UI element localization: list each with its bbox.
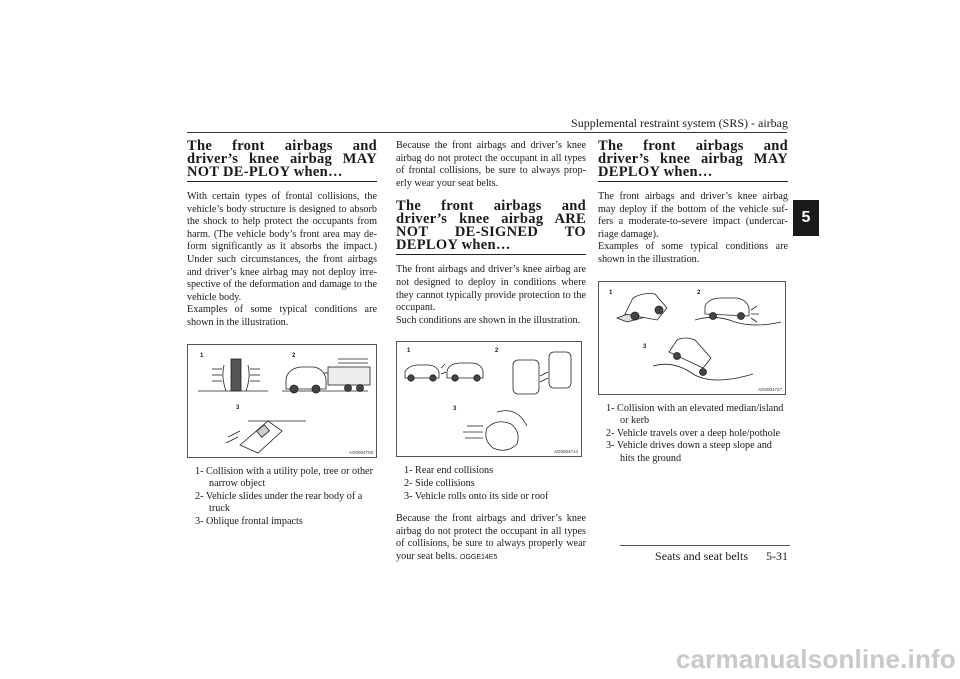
caption-item: 3- Vehicle rolls onto its side or roof <box>404 490 549 502</box>
figure-label-1: 1 <box>200 352 204 359</box>
running-header: Supplemental restraint system (SRS) - airbag <box>571 116 788 130</box>
caption-list <box>195 466 377 529</box>
paragraph-examples: Examples of some typical conditions are shown in the illustration. <box>598 241 788 265</box>
illustration-not-designed <box>396 341 582 457</box>
paragraph-structure: With certain types of frontal collisions, the vehicle’s body structure is designed to absorb the shock to help protect the occupants from harm. (The vehicle body’s front area may de-form significantly as it absorbs the impact.) Under such circumstances, the front airbags and driver’s knee airbag may not deploy irre-spective of the deformation and damage to the vehicle body. <box>187 191 377 303</box>
paragraph-illustration: Such conditions are shown in the illustration. <box>396 314 581 326</box>
footer-rule <box>620 545 790 546</box>
heading-may-deploy: The front airbags and driver’s knee airbag MAY DEPLOY when… <box>598 138 788 180</box>
paragraph-seatbelt-intro: Because the front airbags and driver’s knee airbag do not protect the occupant in all types of frontal collisions, be sure to always prop-erly wear your seat belts. <box>396 140 586 189</box>
chapter-tab[interactable]: 5 <box>793 200 819 236</box>
caption-list <box>404 465 586 503</box>
caption-item: 2- Side collisions <box>404 477 475 489</box>
column-may-not-deploy <box>187 140 377 529</box>
illustration-may-deploy-drawing <box>599 282 785 394</box>
figure-label-3: 3 <box>643 343 647 350</box>
document-code: OGGE14E5 <box>460 554 498 561</box>
figure-code: AG0004727 <box>757 386 782 392</box>
illustration-may-not-deploy <box>187 344 377 458</box>
figure-label-3: 3 <box>453 406 457 413</box>
figure-label-3: 3 <box>236 404 240 411</box>
heading-not-designed: The front airbags and driver’s knee airbag ARE NOT DE-SIGNED TO DEPLOY when… <box>396 198 586 254</box>
figure-code: AG0004703 <box>348 449 373 455</box>
column-may-deploy <box>598 140 788 466</box>
illustration-may-deploy <box>598 281 786 395</box>
caption-item: 3- Oblique frontal impacts <box>195 515 303 527</box>
caption-item: 3- Vehicle drives down a steep slope and hits the ground <box>606 440 772 464</box>
footer-page-info <box>655 549 788 564</box>
caption-list <box>606 403 788 466</box>
figure-label-1: 1 <box>407 348 411 355</box>
header-rule <box>187 132 787 133</box>
figure-label-2: 2 <box>697 289 701 296</box>
heading-may-not-deploy: The front airbags and driver’s knee airbag MAY NOT DE-PLOY when… <box>187 138 377 180</box>
caption-item: 2- Vehicle travels over a deep hole/pothole <box>606 427 781 439</box>
paragraph-examples: Examples of some typical conditions are shown in the illustration. <box>187 304 377 328</box>
caption-item: 1- Collision with a utility pole, tree or other narrow object <box>195 465 373 490</box>
column-not-designed <box>396 140 586 564</box>
caption-item: 1- Collision with an elevated median/island or kerb <box>606 402 784 427</box>
figure-label-2: 2 <box>292 352 296 359</box>
figure-label-2: 2 <box>495 348 499 355</box>
figure-code: AG0004714 <box>553 449 578 455</box>
illustration-not-designed-drawing <box>397 342 581 456</box>
caption-item: 2- Vehicle slides under the rear body of a truck <box>195 490 363 515</box>
paragraph-may-deploy: The front airbags and driver’s knee airbag may deploy if the bottom of the vehicle suf-fers a moderate-to-severe impact (undercar-riage damage). <box>598 191 788 240</box>
figure-label-1: 1 <box>609 289 613 296</box>
caption-item: 1- Rear end collisions <box>404 465 494 477</box>
illustration-may-not-deploy-drawing <box>188 345 376 457</box>
paragraph-not-designed: The front airbags and driver’s knee airbag are not designed to deploy in conditions where they cannot typically provide protection to the occupant. <box>396 264 586 314</box>
watermark: carmanualsonline.info <box>675 644 956 674</box>
section-name: Seats and seat belts <box>655 549 748 563</box>
page-number: 5-31 <box>766 549 788 563</box>
paragraph-seatbelt-closing: Because the front airbags and driver’s knee airbag do not protect the occupant in all types of collisions, be sure to always properly wear your seat belts. <box>396 513 586 562</box>
